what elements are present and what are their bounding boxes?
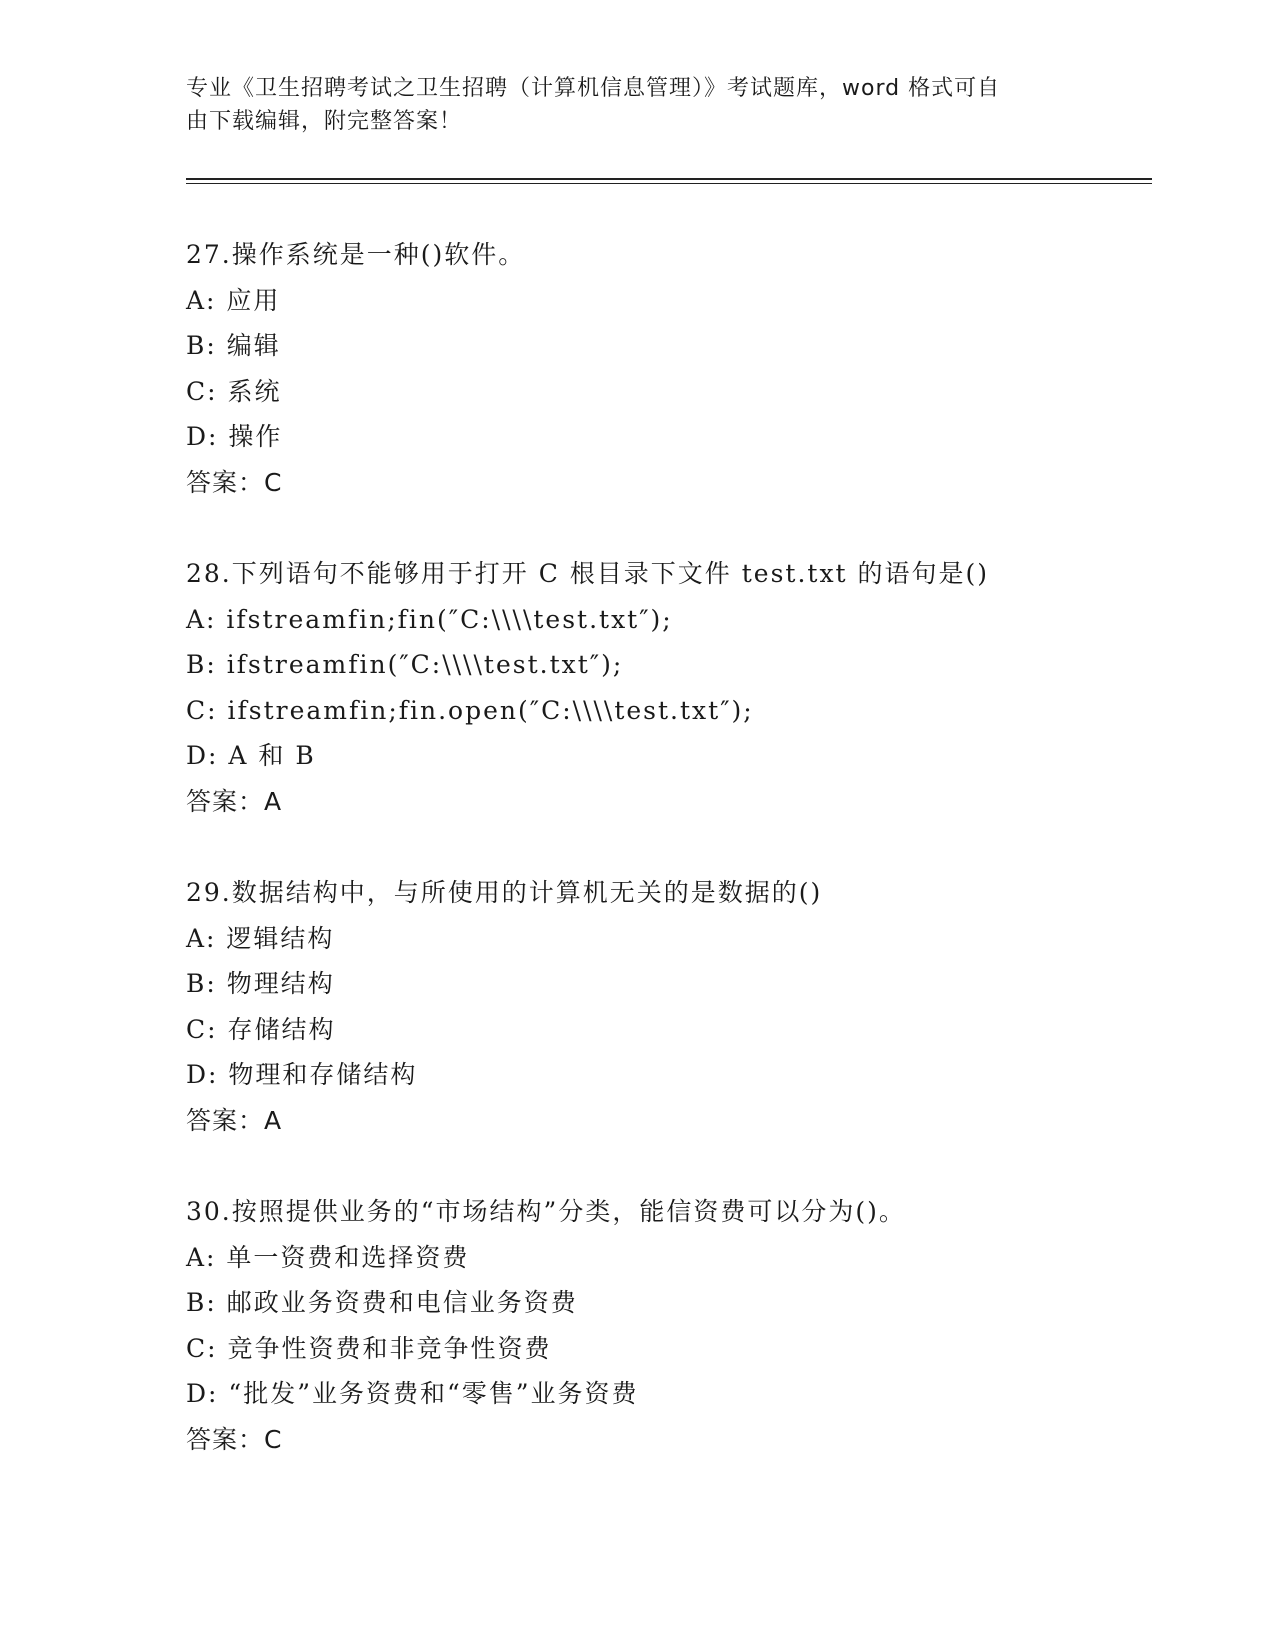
answer-label: 答案：A: [186, 786, 283, 816]
option-b: B: 编辑: [186, 331, 281, 360]
answer-label: 答案：C: [186, 1424, 283, 1454]
option-d: D: 物理和存储结构: [186, 1060, 418, 1089]
header-divider-thick: [186, 178, 1152, 180]
option-b: B: 物理结构: [186, 969, 335, 998]
option-b: B: 邮政业务资费和电信业务资费: [186, 1288, 578, 1317]
option-a: A: 应用: [186, 285, 281, 315]
option-a: A: 逻辑结构: [186, 923, 335, 953]
option-b: B: ifstreamfin(″C:\\\\test.txt″);: [186, 650, 624, 679]
answer-label: 答案：A: [186, 1105, 283, 1135]
question-stem: 28.下列语句不能够用于打开 C 根目录下文件 test.txt 的语句是(): [186, 559, 990, 588]
option-c: C: 系统: [186, 376, 282, 406]
page-header: [186, 72, 1066, 138]
option-c: C: 存储结构: [186, 1014, 336, 1044]
question-stem: 27.操作系统是一种()软件。: [186, 240, 526, 269]
question-28: [186, 551, 1146, 824]
option-d: D: 操作: [186, 422, 283, 451]
question-stem: 30.按照提供业务的“市场结构”分类，能信资费可以分为()。: [186, 1197, 906, 1226]
question-27: [186, 232, 1146, 505]
answer-label: 答案：C: [186, 467, 283, 497]
header-line-1: 专业《卫生招聘考试之卫生招聘（计算机信息管理）》考试题库，word 格式可自: [186, 76, 1001, 101]
option-c: C: 竞争性资费和非竞争性资费: [186, 1333, 552, 1363]
question-29: [186, 870, 1146, 1143]
option-d: D: A 和 B: [186, 741, 316, 770]
question-stem: 29.数据结构中，与所使用的计算机无关的是数据的(): [186, 878, 823, 907]
option-a: A: 单一资费和选择资费: [186, 1242, 470, 1272]
option-c: C: ifstreamfin;fin.open(″C:\\\\test.txt″);: [186, 695, 754, 725]
option-d: D: “批发”业务资费和“零售”业务资费: [186, 1379, 639, 1408]
header-line-2: 由下载编辑，附完整答案！: [186, 109, 463, 134]
question-list: [186, 232, 1146, 1508]
header-divider-thin: [186, 183, 1152, 184]
question-30: [186, 1189, 1146, 1462]
option-a: A: ifstreamfin;fin(″C:\\\\test.txt″);: [186, 604, 673, 634]
